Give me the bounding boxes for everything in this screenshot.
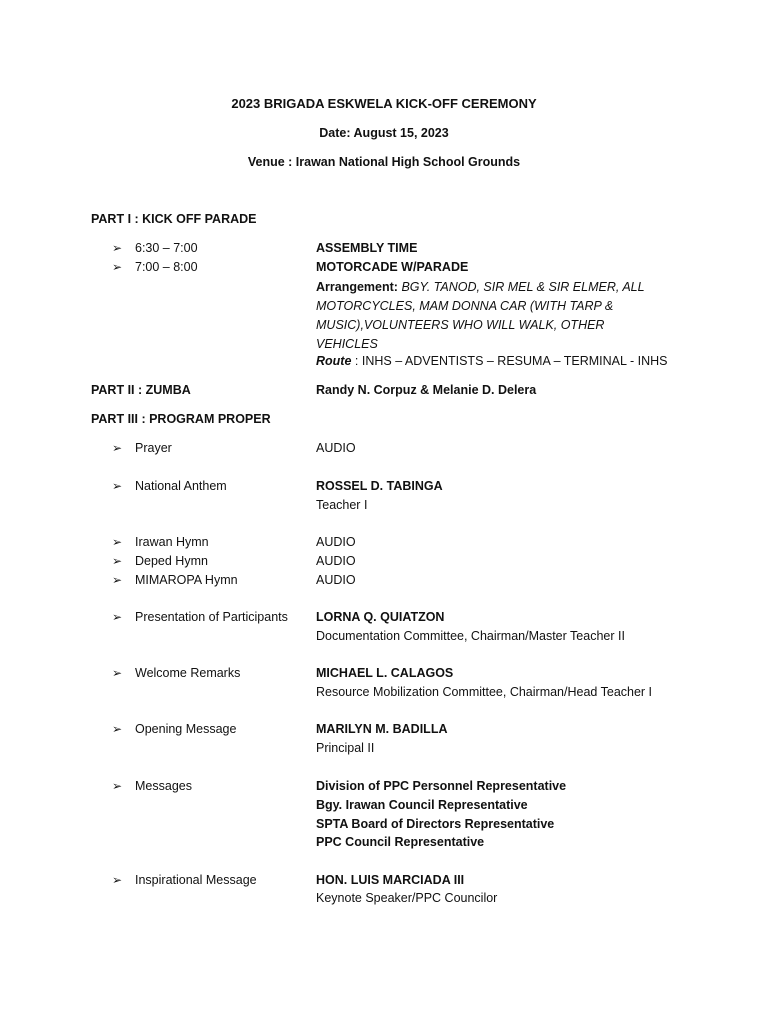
bullet-arrow-icon: ➢ bbox=[112, 666, 123, 680]
program-item: Prayer bbox=[135, 441, 172, 455]
program-detail: AUDIO bbox=[316, 573, 356, 587]
program-person: ROSSEL D. TABINGA bbox=[316, 479, 443, 493]
part2-people: Randy N. Corpuz & Melanie D. Delera bbox=[316, 383, 537, 397]
event-date: Date: August 15, 2023 bbox=[319, 126, 449, 140]
program-item: Messages bbox=[135, 779, 192, 793]
bullet-arrow-icon: ➢ bbox=[112, 554, 123, 568]
program-item: Irawan Hymn bbox=[135, 535, 209, 549]
part2-heading: PART II : ZUMBA bbox=[91, 383, 191, 397]
part1-time-1: 6:30 – 7:00 bbox=[135, 241, 198, 255]
program-person: HON. LUIS MARCIADA III bbox=[316, 873, 465, 887]
program-item: Opening Message bbox=[135, 722, 237, 736]
program-person: Division of PPC Personnel Representative bbox=[316, 779, 567, 793]
program-person: MARILYN M. BADILLA bbox=[316, 722, 448, 736]
program-item: National Anthem bbox=[135, 479, 227, 493]
arrangement-text: BGY. TANOD, SIR MEL & SIR ELMER, ALL MOTORCYCLES, MAM DONNA CAR (WITH TARP & MUSIC),VOLUNTEERS WHO WILL WALK, OTHER VEHICLES bbox=[316, 280, 645, 351]
program-detail: AUDIO bbox=[316, 441, 356, 455]
bullet-arrow-icon: ➢ bbox=[112, 873, 123, 887]
program-role: Principal II bbox=[316, 741, 375, 755]
bullet-arrow-icon: ➢ bbox=[112, 610, 123, 624]
program-person: SPTA Board of Directors Representative bbox=[316, 817, 555, 831]
part1-heading: PART I : KICK OFF PARADE bbox=[91, 212, 257, 226]
program-item: MIMAROPA Hymn bbox=[135, 573, 238, 587]
arrangement-label: Arrangement: bbox=[316, 280, 398, 294]
bullet-arrow-icon: ➢ bbox=[112, 573, 123, 587]
part1-activity-2: MOTORCADE W/PARADE bbox=[316, 260, 469, 274]
program-person: LORNA Q. QUIATZON bbox=[316, 610, 445, 624]
part3-heading: PART III : PROGRAM PROPER bbox=[91, 412, 271, 426]
program-role: Keynote Speaker/PPC Councilor bbox=[316, 891, 498, 905]
event-venue: Venue : Irawan National High School Grounds bbox=[247, 155, 521, 169]
program-person: Bgy. Irawan Council Representative bbox=[316, 798, 528, 812]
program-item: Presentation of Participants bbox=[135, 610, 288, 624]
route-label: Route bbox=[316, 354, 352, 368]
program-person: MICHAEL L. CALAGOS bbox=[316, 666, 454, 680]
bullet-arrow-icon: ➢ bbox=[112, 441, 123, 455]
bullet-arrow-icon: ➢ bbox=[112, 260, 123, 274]
program-detail: AUDIO bbox=[316, 554, 356, 568]
route-text: : INHS – ADVENTISTS – RESUMA – TERMINAL - INHS bbox=[354, 354, 668, 368]
bullet-arrow-icon: ➢ bbox=[112, 241, 123, 255]
arrangement-block bbox=[316, 278, 656, 354]
route-line bbox=[316, 354, 667, 368]
document-title: 2023 BRIGADA ESKWELA KICK-OFF CEREMONY bbox=[231, 96, 537, 111]
bullet-arrow-icon: ➢ bbox=[112, 479, 123, 493]
program-role: Teacher I bbox=[316, 498, 368, 512]
program-role: Documentation Committee, Chairman/Master Teacher II bbox=[316, 629, 625, 643]
program-item: Deped Hymn bbox=[135, 554, 208, 568]
program-person: PPC Council Representative bbox=[316, 835, 485, 849]
bullet-arrow-icon: ➢ bbox=[112, 535, 123, 549]
program-detail: AUDIO bbox=[316, 535, 356, 549]
part1-activity-1: ASSEMBLY TIME bbox=[316, 241, 418, 255]
program-item: Welcome Remarks bbox=[135, 666, 241, 680]
program-role: Resource Mobilization Committee, Chairman/Head Teacher I bbox=[316, 685, 653, 699]
part1-time-2: 7:00 – 8:00 bbox=[135, 260, 198, 274]
program-item: Inspirational Message bbox=[135, 873, 257, 887]
bullet-arrow-icon: ➢ bbox=[112, 722, 123, 736]
bullet-arrow-icon: ➢ bbox=[112, 779, 123, 793]
